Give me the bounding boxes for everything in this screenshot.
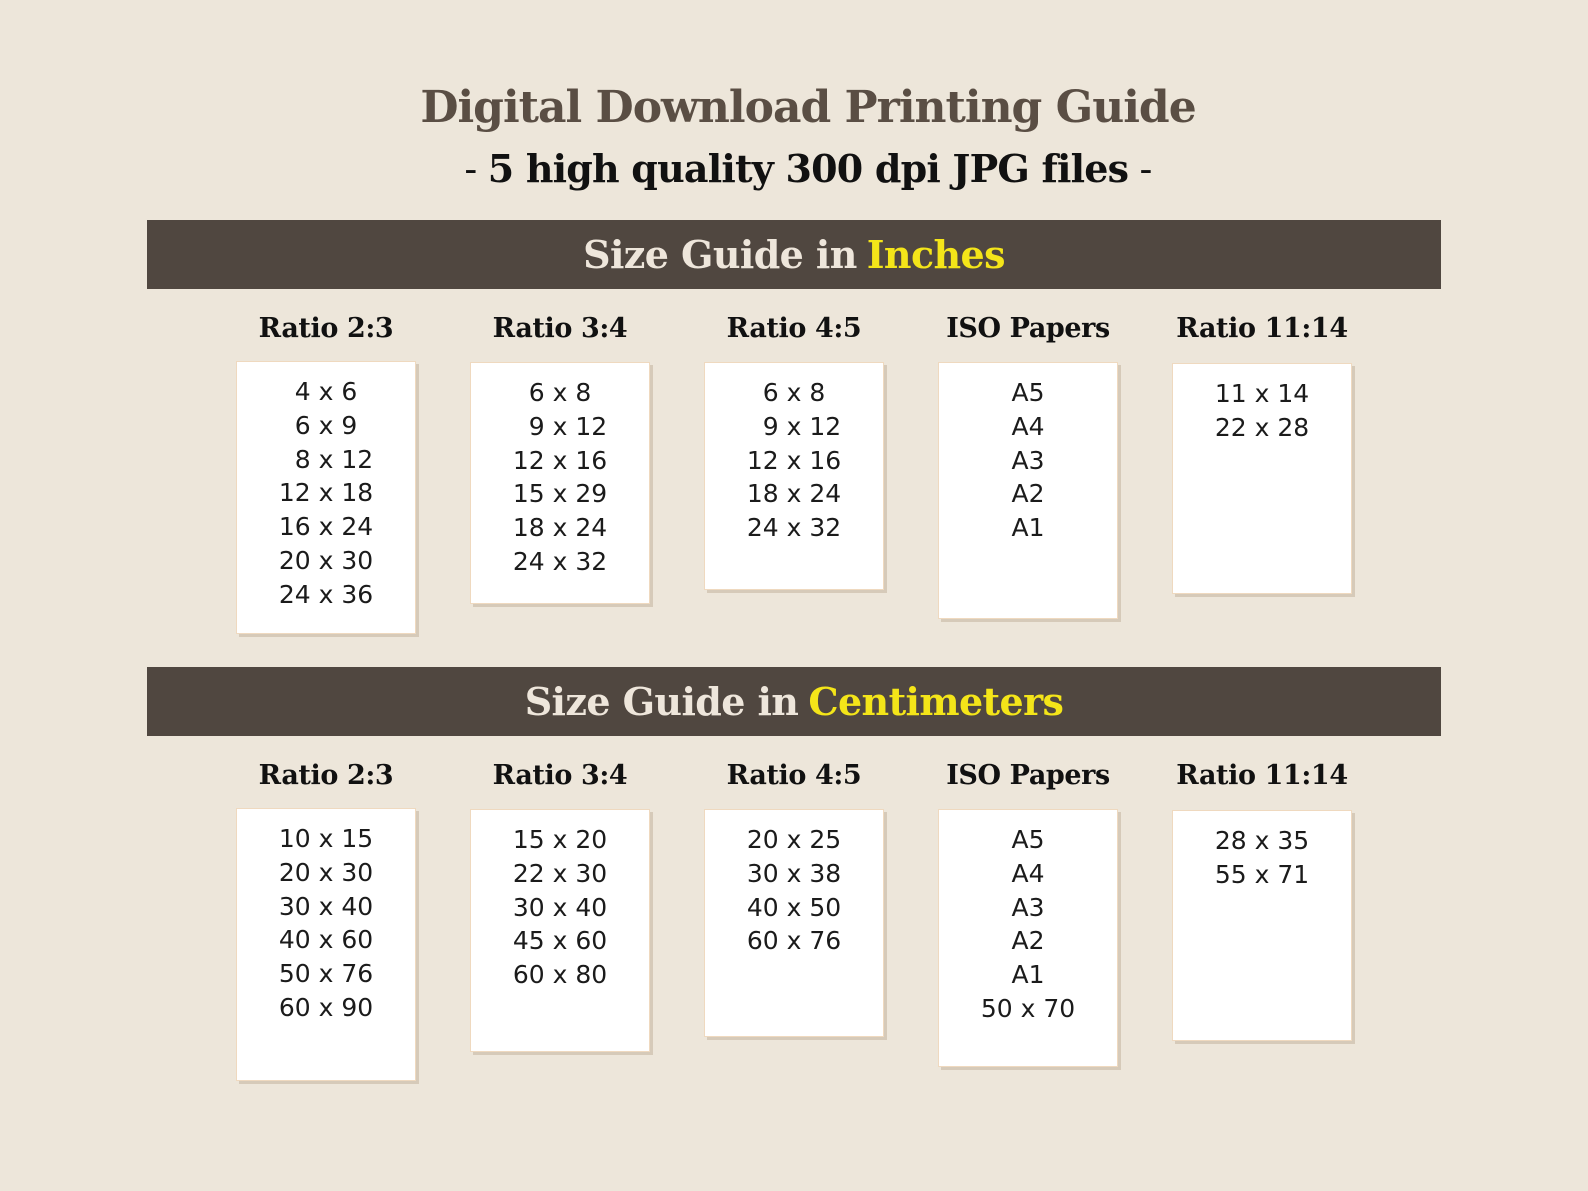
- size-item: 18 x 24: [512, 513, 608, 543]
- size-item: 22 x 28: [1214, 412, 1310, 442]
- size-item: 28 x 35: [1214, 826, 1310, 855]
- size-item: A2: [1011, 479, 1045, 509]
- size-item: 50 x 76: [278, 959, 374, 989]
- size-item: 20 x 30: [278, 857, 374, 887]
- size-item: 40 x 50: [746, 892, 842, 922]
- size-item: 30 x 38: [746, 858, 842, 888]
- size-item: A3: [1011, 445, 1045, 475]
- page-subtitle: [0, 146, 1588, 191]
- cm-size-card-ratio-4-5: [704, 809, 884, 1037]
- size-item: 60 x 80: [512, 960, 608, 990]
- banner-prefix: Size Guide in: [524, 679, 799, 724]
- size-item: 18 x 24: [746, 479, 842, 509]
- size-item: 6 x 9: [294, 410, 358, 440]
- size-item: 9 x 12: [528, 411, 608, 441]
- size-item: 8 x 12: [294, 444, 374, 474]
- size-item: 20 x 30: [278, 545, 374, 575]
- inches-column-title: Ratio 3:4: [492, 313, 628, 344]
- size-item: 15 x 29: [512, 479, 608, 509]
- size-item: 12 x 16: [512, 445, 608, 475]
- cm-column-title: Ratio 2:3: [258, 760, 394, 791]
- size-item: A4: [1011, 858, 1045, 888]
- subtitle-dash-left: -: [464, 147, 488, 191]
- inches-size-card-ratio-11-14: [1172, 363, 1352, 594]
- size-item: 24 x 32: [512, 546, 608, 576]
- inches-size-card-iso-papers: [938, 362, 1118, 619]
- banner-prefix: Size Guide in: [583, 232, 857, 277]
- cm-column-title: Ratio 3:4: [492, 760, 628, 791]
- size-item: 10 x 15: [278, 824, 374, 853]
- cm-size-card-ratio-2-3: [236, 808, 416, 1081]
- cm-size-card-iso-papers: [938, 809, 1118, 1067]
- inches-column-title: Ratio 4:5: [726, 313, 862, 344]
- cm-column-title: Ratio 11:14: [1176, 760, 1348, 791]
- size-item: A5: [1011, 825, 1045, 854]
- cm-size-card-ratio-11-14: [1172, 810, 1352, 1041]
- size-item: 4 x 6: [294, 377, 358, 406]
- size-item: 40 x 60: [278, 925, 374, 955]
- section-banner-centimeters: [147, 667, 1441, 736]
- cm-size-card-ratio-3-4: [470, 809, 650, 1052]
- section-banner-inches: [147, 220, 1441, 289]
- inches-size-card-ratio-3-4: [470, 362, 650, 604]
- subtitle-text: 5 high quality 300 dpi JPG files: [487, 146, 1129, 191]
- cm-column-title: Ratio 4:5: [726, 760, 862, 791]
- size-item: 20 x 25: [746, 825, 842, 854]
- cm-column-title: ISO Papers: [946, 760, 1110, 791]
- banner-highlight: Inches: [866, 232, 1005, 277]
- size-item: 30 x 40: [278, 891, 374, 921]
- size-item: 16 x 24: [278, 512, 374, 542]
- size-item: 9 x 12: [762, 411, 842, 441]
- size-item: A1: [1011, 513, 1045, 543]
- size-item: 50 x 70: [980, 993, 1076, 1023]
- inches-column-title: Ratio 2:3: [258, 313, 394, 344]
- size-item: 15 x 20: [512, 825, 608, 854]
- size-item: A1: [1011, 960, 1045, 990]
- size-item: A4: [1011, 411, 1045, 441]
- size-item: 12 x 16: [746, 445, 842, 475]
- size-item: 60 x 90: [278, 992, 374, 1022]
- size-item: 60 x 76: [746, 926, 842, 956]
- inches-column-title: Ratio 11:14: [1176, 313, 1348, 344]
- subtitle-dash-right: -: [1128, 147, 1152, 191]
- size-item: 55 x 71: [1214, 859, 1310, 889]
- size-item: 12 x 18: [278, 478, 374, 508]
- size-item: 11 x 14: [1214, 379, 1310, 408]
- page-title: Digital Download Printing Guide: [420, 82, 1196, 133]
- size-item: 24 x 36: [278, 579, 374, 609]
- size-item: 30 x 40: [512, 892, 608, 922]
- size-item: A3: [1011, 892, 1045, 922]
- size-item: A5: [1011, 378, 1045, 407]
- size-item: 22 x 30: [512, 858, 608, 888]
- size-item: 24 x 32: [746, 513, 842, 543]
- size-item: A2: [1011, 926, 1045, 956]
- banner-highlight: Centimeters: [808, 679, 1064, 724]
- inches-size-card-ratio-4-5: [704, 362, 884, 590]
- inches-column-title: ISO Papers: [946, 313, 1110, 344]
- inches-size-card-ratio-2-3: [236, 361, 416, 634]
- size-item: 6 x 8: [528, 378, 592, 407]
- size-item: 6 x 8: [762, 378, 826, 407]
- size-item: 45 x 60: [512, 926, 608, 956]
